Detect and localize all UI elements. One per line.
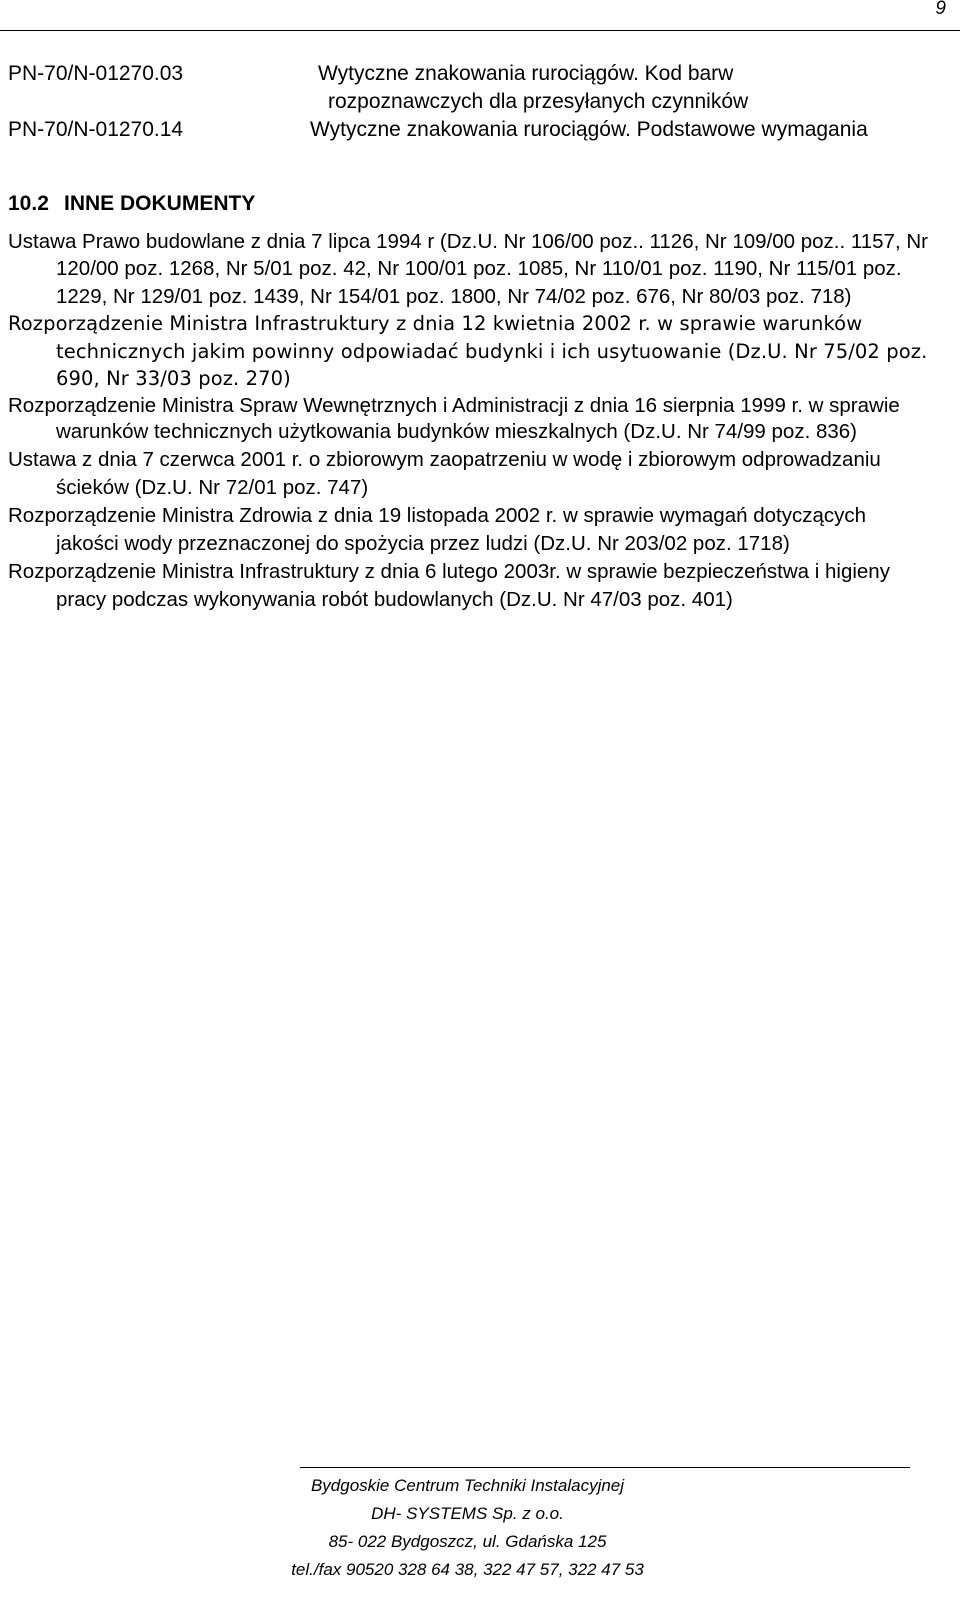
standard-entry [0,116,960,144]
section-heading [8,192,255,216]
footer-address: 85- 022 Bydgoszcz, ul. Gdańska 125 [328,1532,607,1551]
standard-code: PN-70/N-01270.03 [8,62,184,85]
reference-item: Ustawa z dnia 7 czerwca 2001 r. o zbiorowym zaopatrzeniu w wodę i zbiorowym odprowadzaniu ścieków (Dz.U. Nr 72/01 poz. 747) [8,447,881,499]
section-number: 10.2 [8,192,49,215]
reference-item: Rozporządzenie Ministra Spraw Wewnętrznych i Administracji z dnia 16 sierpnia 1999 r. w sprawie warunków technicznych użytkowania budynków mieszkalnych (Dz.U. Nr 74/99 poz. 836) [8,393,900,444]
header-rule [0,30,960,31]
reference-item: Ustawa Prawo budowlane z dnia 7 lipca 1994 r (Dz.U. Nr 106/00 poz.. 1126, Nr 109/00 poz.. 1157, Nr 120/00 poz. 1268, Nr 5/01 poz. 42, Nr 100/01 poz. 1085, Nr 110/01 poz. 1190, Nr 115/01 poz. 1229, Nr 129/01 poz. 1439, Nr 154/01 poz. 1800, Nr 74/02 poz. 676, Nr 80/03 poz. 718) [8,230,928,308]
standard-title: rozpoznawczych dla przesyłanych czynników [328,90,749,113]
footer [290,1472,645,1584]
footer-company: Bydgoskie Centrum Techniki Instalacyjnej [310,1476,625,1495]
reference-item: Rozporządzenie Ministra Infrastruktury z dnia 6 lutego 2003r. w sprawie bezpieczeństwa i higieny pracy podczas wykonywania robót budowlanych (Dz.U. Nr 47/03 poz. 401) [8,559,890,611]
footer-firm: DH- SYSTEMS Sp. z o.o. [371,1504,564,1523]
standard-code: PN-70/N-01270.14 [8,118,184,141]
standard-title: Wytyczne znakowania rurociągów. Kod barw [318,62,734,85]
footer-rule [300,1467,910,1468]
references-list [8,228,933,614]
reference-item: Rozporządzenie Ministra Zdrowia z dnia 19 listopada 2002 r. w sprawie wymagań dotyczących jakości wody przeznaczonej do spożycia przez ludzi (Dz.U. Nr 203/02 poz. 1718) [8,503,867,555]
footer-contact: tel./fax 90520 328 64 38, 322 47 57, 322 47 53 [291,1560,644,1579]
standard-title: Wytyczne znakowania rurociągów. Podstawowe wymagania [310,118,868,141]
standard-entry [0,60,960,116]
section-title: INNE DOKUMENTY [64,192,256,215]
reference-item: Rozporządzenie Ministra Infrastruktury z dnia 12 kwietnia 2002 r. w sprawie warunków technicznych jakim powinny odpowiadać budynki i ich usytuowanie (Dz.U. Nr 75/02 poz. 690, Nr 33/03 poz. 270) [8,312,928,391]
page-number: 9 [935,0,946,19]
